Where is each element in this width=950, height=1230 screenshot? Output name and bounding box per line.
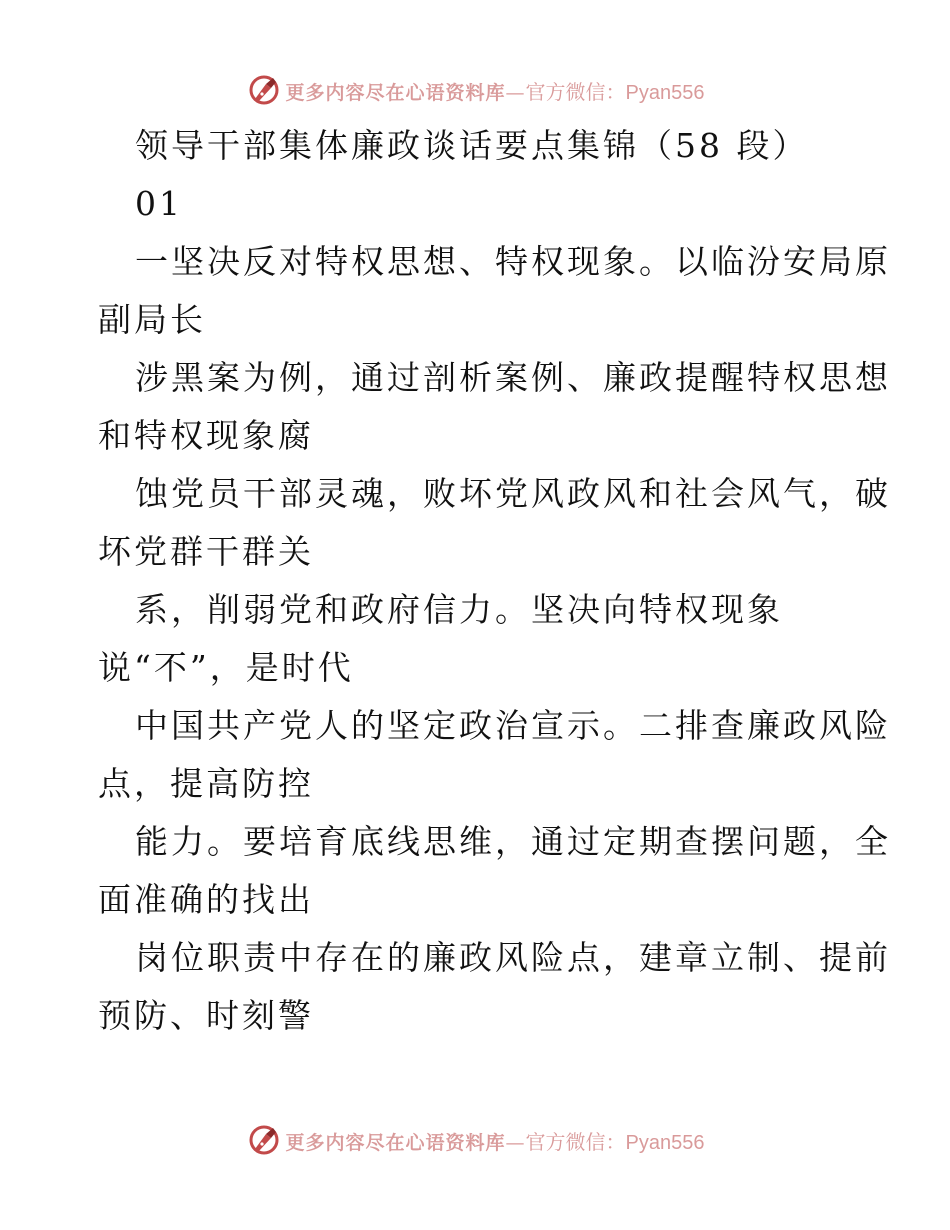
watermark-separator: — [505,81,526,104]
watermark-text: 更多内容尽在心语资料库 [285,1131,506,1154]
paragraph-line: 副局长 [98,300,206,339]
document-body [98,117,891,1045]
paragraph-line: 系，削弱党和政府信力。坚决向特权现象 [135,590,783,629]
paragraph-line: 坏党群干群关 [98,532,314,571]
paragraph-line: 和特权现象腐 [98,416,314,455]
pen-nib-logo-icon [246,72,282,108]
paragraph-line: 面准确的找出 [98,880,314,919]
watermark-wechat: 官方微信：Pyan556 [525,81,705,104]
paragraph-line: 一坚决反对特权思想、特权现象。以临汾安局原 [135,242,891,281]
paragraph-line: 蚀党员干部灵魂，败坏党风政风和社会风气，破 [135,474,891,513]
document-title: 领导干部集体廉政谈话要点集锦（58 段） [135,126,809,165]
footer-watermark-banner [0,1118,950,1162]
watermark-wechat: 官方微信：Pyan556 [525,1131,705,1154]
watermark-text: 更多内容尽在心语资料库 [285,81,506,104]
paragraph-line: 涉黑案为例，通过剖析案例、廉政提醒特权思想 [135,358,891,397]
paragraph-line: 点，提高防控 [98,764,314,803]
section-number: 01 [135,184,183,223]
paragraph-line: 中国共产党人的坚定政治宣示。二排查廉政风险 [135,706,891,745]
pen-nib-logo-icon [246,1122,282,1158]
watermark-separator: — [505,1131,526,1154]
paragraph-line: 能力。要培育底线思维，通过定期查摆问题，全 [135,822,891,861]
paragraph-line: 预防、时刻警 [98,996,314,1035]
header-watermark-banner [0,68,950,112]
paragraph-line: 说“不”，是时代 [98,648,354,687]
paragraph-line: 岗位职责中存在的廉政风险点，建章立制、提前 [135,938,891,977]
